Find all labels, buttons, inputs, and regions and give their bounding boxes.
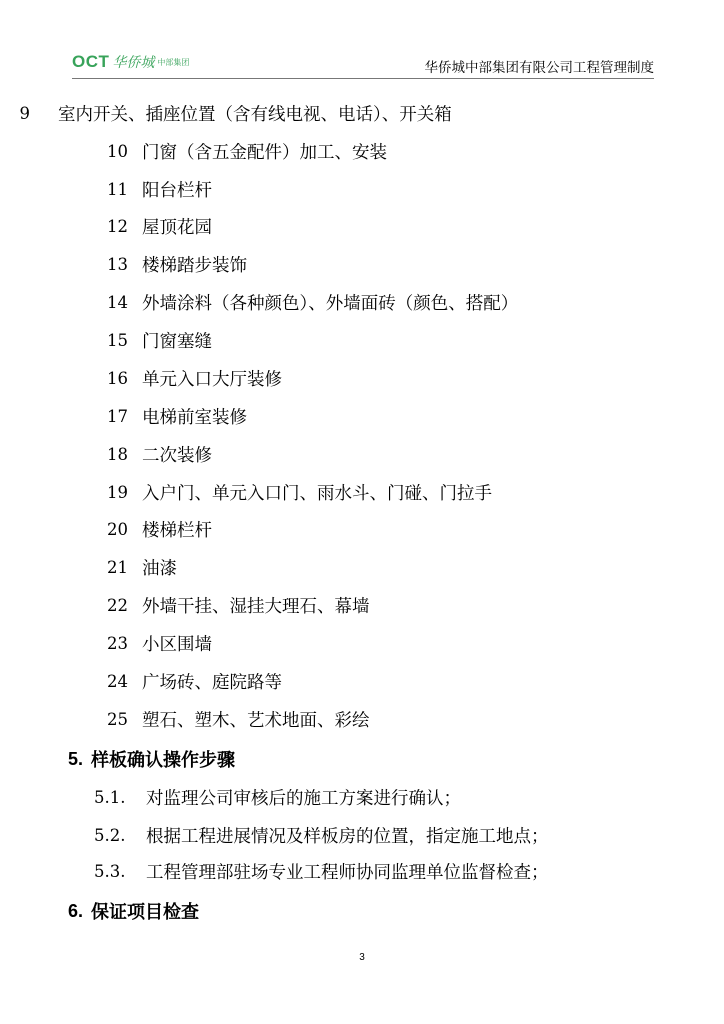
sub-item-text: 根据工程进展情况及样板房的位置，指定施工地点；: [146, 826, 549, 847]
list-item: [0, 630, 212, 656]
list-item-text: 屋顶花园: [142, 217, 212, 238]
page-header: [0, 0, 724, 80]
list-item: [0, 706, 370, 732]
list-item-text: 油漆: [142, 558, 177, 579]
list-item-number: 11: [107, 179, 128, 199]
list-item-number: 13: [107, 254, 128, 274]
list-item-text: 阳台栏杆: [142, 180, 212, 201]
page-number: 3: [359, 952, 365, 963]
list-item-number: 18: [107, 444, 128, 464]
list-item-number: 24: [107, 671, 128, 691]
logo-sub-text: 中部集团: [157, 57, 190, 67]
list-item-text: 二次装修: [142, 445, 212, 466]
logo-oct-text: OCT: [72, 52, 110, 71]
list-item-text: 门窗（含五金配件）加工、安装: [142, 142, 387, 163]
list-item: [0, 479, 492, 505]
list-item: [0, 554, 177, 580]
list-item-text: 电梯前室装修: [142, 407, 247, 428]
section-title: 样板确认操作步骤: [91, 750, 236, 771]
list-item-text: 门窗塞缝: [142, 331, 212, 352]
list-item-text: 单元入口大厅装修: [142, 369, 282, 390]
list-item-number: 23: [107, 633, 128, 653]
list-item: [0, 176, 212, 202]
list-item-number: 15: [107, 330, 128, 350]
list-item: [0, 327, 212, 353]
sub-item-text: 对监理公司审核后的施工方案进行确认；: [146, 788, 461, 809]
list-item-number: 16: [107, 368, 128, 388]
sub-item-number: 5.1.: [94, 787, 126, 807]
list-item: [0, 289, 518, 315]
list-item-number: 12: [107, 216, 128, 236]
list-item: [0, 138, 387, 164]
sub-item: [94, 783, 461, 811]
list-item: [0, 441, 212, 467]
list-item-text: 入户门、单元入口门、雨水斗、门碰、门拉手: [142, 483, 492, 504]
list-item: [0, 403, 247, 429]
list-item: [0, 516, 212, 542]
list-item-number: 9: [19, 103, 30, 123]
sub-item: [94, 821, 549, 849]
list-item-text: 楼梯踏步装饰: [142, 255, 247, 276]
list-item-number: 25: [107, 709, 128, 729]
sub-item-number: 5.3.: [94, 861, 126, 881]
list-item: [0, 668, 282, 694]
list-item: [0, 251, 247, 277]
list-item: [0, 365, 282, 391]
list-item: [0, 213, 212, 239]
list-item-text: 外墙涂料（各种颜色）、外墙面砖（颜色、搭配）: [142, 293, 519, 314]
header-divider: [72, 78, 654, 79]
sub-item: [94, 857, 549, 885]
section-number: 6.: [68, 900, 84, 921]
section-title: 保证项目检查: [91, 902, 200, 923]
list-item-number: 14: [107, 292, 128, 312]
list-item-text: 楼梯栏杆: [142, 520, 212, 541]
list-item-number: 17: [107, 406, 128, 426]
list-item-number: 22: [107, 595, 128, 615]
list-item-number: 20: [107, 519, 128, 539]
section-number: 5.: [68, 748, 84, 769]
list-item-text: 室内开关、插座位置（含有线电视、电话）、开关箱: [58, 104, 452, 125]
sub-item-text: 工程管理部驻场专业工程师协同监理单位监督检查；: [146, 862, 549, 883]
list-item-text: 外墙干挂、湿挂大理石、幕墙: [142, 596, 370, 617]
section-heading-5: [68, 744, 235, 774]
list-item: [0, 592, 370, 618]
list-item-number: 10: [107, 141, 128, 161]
list-item-text: 广场砖、庭院路等: [142, 672, 282, 693]
company-logo: [72, 52, 189, 72]
list-item-number: 21: [107, 557, 128, 577]
header-title: 华侨城中部集团有限公司工程管理制度: [424, 60, 654, 76]
list-item: [0, 100, 452, 126]
sub-item-number: 5.2.: [94, 825, 126, 845]
section-heading-6: [68, 896, 199, 926]
list-item-text: 塑石、塑木、艺术地面、彩绘: [142, 710, 370, 731]
list-item-text: 小区围墙: [142, 634, 212, 655]
logo-chinese-text: 华侨城: [112, 55, 155, 71]
list-item-number: 19: [107, 482, 128, 502]
